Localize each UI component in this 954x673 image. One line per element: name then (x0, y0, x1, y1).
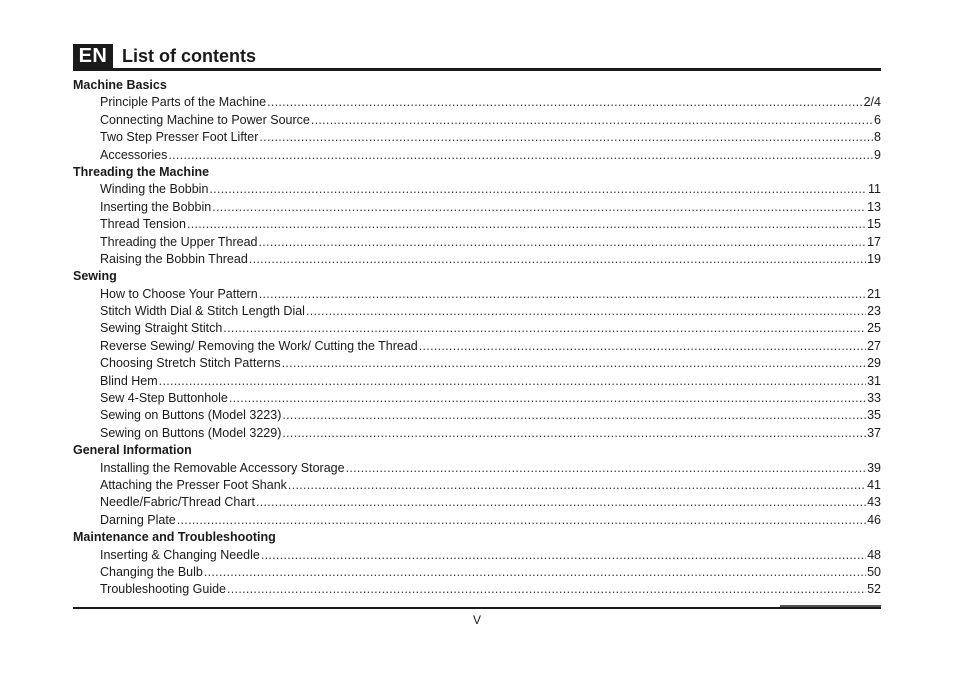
toc-entry-page: 52 (867, 582, 881, 597)
toc-entry-page: 50 (867, 564, 881, 579)
toc-entry-label: Blind Hem (100, 373, 158, 388)
toc-entry-page: 13 (867, 199, 881, 214)
toc-entry[interactable] (73, 407, 881, 424)
toc-entry[interactable] (73, 129, 881, 146)
dot-leader (209, 181, 867, 198)
toc-entry-label: Accessories (100, 147, 168, 162)
dot-leader (229, 390, 866, 407)
toc-entry[interactable] (73, 286, 881, 303)
section-heading: General Information (73, 443, 192, 458)
dot-leader (267, 94, 863, 111)
toc-entry[interactable] (73, 181, 881, 198)
toc-entry-label: Principle Parts of the Machine (100, 95, 267, 110)
toc-entry-page: 27 (867, 338, 881, 353)
dot-leader (282, 407, 866, 424)
dot-leader (256, 494, 866, 511)
dot-leader (346, 460, 867, 477)
toc-entry-label: Needle/Fabric/Thread Chart (100, 495, 255, 510)
page-header (73, 44, 881, 68)
toc-entry-page: 23 (867, 304, 881, 319)
page-title: List of contents (122, 46, 256, 66)
dot-leader (259, 286, 866, 303)
toc-entry[interactable] (73, 112, 881, 129)
toc-entry-page: 35 (867, 408, 881, 423)
toc-entry-page: 9 (874, 147, 881, 162)
footer-rule (73, 607, 881, 609)
toc-entry-label: Inserting & Changing Needle (100, 547, 260, 562)
toc-entry-page: 29 (867, 356, 881, 371)
toc-entry[interactable] (73, 355, 881, 372)
toc-entry-page: 11 (868, 182, 881, 197)
toc-entry-page: 6 (874, 112, 881, 127)
toc-entry-label: Connecting Machine to Power Source (100, 112, 310, 127)
toc-entry-label: Winding the Bobbin (100, 182, 209, 197)
dot-leader (168, 147, 873, 164)
toc-entry-page: 48 (867, 547, 881, 562)
toc-entry[interactable] (73, 338, 881, 355)
dot-leader (288, 477, 866, 494)
toc-entry-label: Choosing Stretch Stitch Patterns (100, 356, 281, 371)
section-heading: Maintenance and Troubleshooting (73, 530, 276, 545)
toc-entry-page: 19 (867, 251, 881, 266)
toc-entry-label: Sewing Straight Stitch (100, 321, 223, 336)
toc-entry[interactable] (73, 581, 881, 598)
toc-entry-label: Threading the Upper Thread (100, 234, 258, 249)
toc-entry-page: 15 (867, 217, 881, 232)
dot-leader (259, 129, 873, 146)
dot-leader (419, 338, 866, 355)
toc-entry[interactable] (73, 512, 881, 529)
toc-entry-label: Sewing on Buttons (Model 3223) (100, 408, 282, 423)
dot-leader (311, 112, 873, 129)
toc-entry[interactable] (73, 199, 881, 216)
dot-leader (204, 564, 866, 581)
toc-entry[interactable] (73, 564, 881, 581)
toc-entry[interactable] (73, 303, 881, 320)
toc-entry-page: 31 (867, 373, 881, 388)
toc-entry[interactable] (73, 494, 881, 511)
toc-entry-label: Attaching the Presser Foot Shank (100, 477, 287, 492)
toc-entry[interactable] (73, 477, 881, 494)
header-rule (73, 68, 881, 71)
toc-entry-page: 41 (867, 477, 881, 492)
dot-leader (259, 234, 867, 251)
dot-leader (223, 320, 866, 337)
dot-leader (249, 251, 866, 268)
toc-entry-label: Sew 4-Step Buttonhole (100, 391, 228, 406)
toc-entry-label: Raising the Bobbin Thread (100, 251, 248, 266)
toc-entry[interactable] (73, 390, 881, 407)
dot-leader (212, 199, 866, 216)
section-heading: Threading the Machine (73, 164, 210, 179)
dot-leader (227, 581, 866, 598)
toc-entry[interactable] (73, 251, 881, 268)
dot-leader (282, 425, 866, 442)
toc-entry-page: 8 (874, 130, 881, 145)
toc-entry[interactable] (73, 373, 881, 390)
toc-entry-label: Thread Tension (100, 217, 186, 232)
toc-entry-page: 33 (867, 391, 881, 406)
toc-entry-label: Sewing on Buttons (Model 3229) (100, 425, 282, 440)
toc-entry-page: 46 (867, 512, 881, 527)
toc-entry-label: Changing the Bulb (100, 564, 203, 579)
dot-leader (282, 355, 866, 372)
toc-entry-page: 2/4 (863, 95, 881, 110)
dot-leader (261, 547, 866, 564)
toc-entry[interactable] (73, 216, 881, 233)
toc-entry-page: 25 (867, 321, 881, 336)
toc-entry-page: 21 (867, 286, 881, 301)
language-badge: EN (73, 44, 113, 68)
toc-entry[interactable] (73, 320, 881, 337)
toc-entry-label: Two Step Presser Foot Lifter (100, 130, 259, 145)
toc-entry-label: Reverse Sewing/ Removing the Work/ Cutting the Thread (100, 338, 418, 353)
toc-entry-label: Stitch Width Dial & Stitch Length Dial (100, 304, 305, 319)
toc-entry-page: 43 (867, 495, 881, 510)
dot-leader (159, 373, 866, 390)
page-number: V (472, 613, 481, 627)
toc-entry-label: Troubleshooting Guide (100, 582, 227, 597)
toc-entry-label: How to Choose Your Pattern (100, 286, 258, 301)
toc-entry[interactable] (73, 147, 881, 164)
toc-entry[interactable] (73, 94, 881, 111)
toc-entry-page: 17 (867, 234, 881, 249)
section-heading: Sewing (73, 269, 117, 284)
toc-entry-label: Installing the Removable Accessory Storage (100, 460, 345, 475)
toc-entry-page: 37 (867, 425, 881, 440)
toc-entry-label: Inserting the Bobbin (100, 199, 212, 214)
toc-entry[interactable] (73, 234, 881, 251)
dot-leader (187, 216, 866, 233)
dot-leader (306, 303, 866, 320)
toc-entry[interactable] (73, 547, 881, 564)
toc-entry-page: 39 (867, 460, 881, 475)
toc-entry[interactable] (73, 460, 881, 477)
toc-entry[interactable] (73, 425, 881, 442)
dot-leader (177, 512, 866, 529)
table-of-contents (73, 77, 881, 599)
toc-entry-label: Darning Plate (100, 512, 176, 527)
section-heading: Machine Basics (73, 78, 167, 92)
